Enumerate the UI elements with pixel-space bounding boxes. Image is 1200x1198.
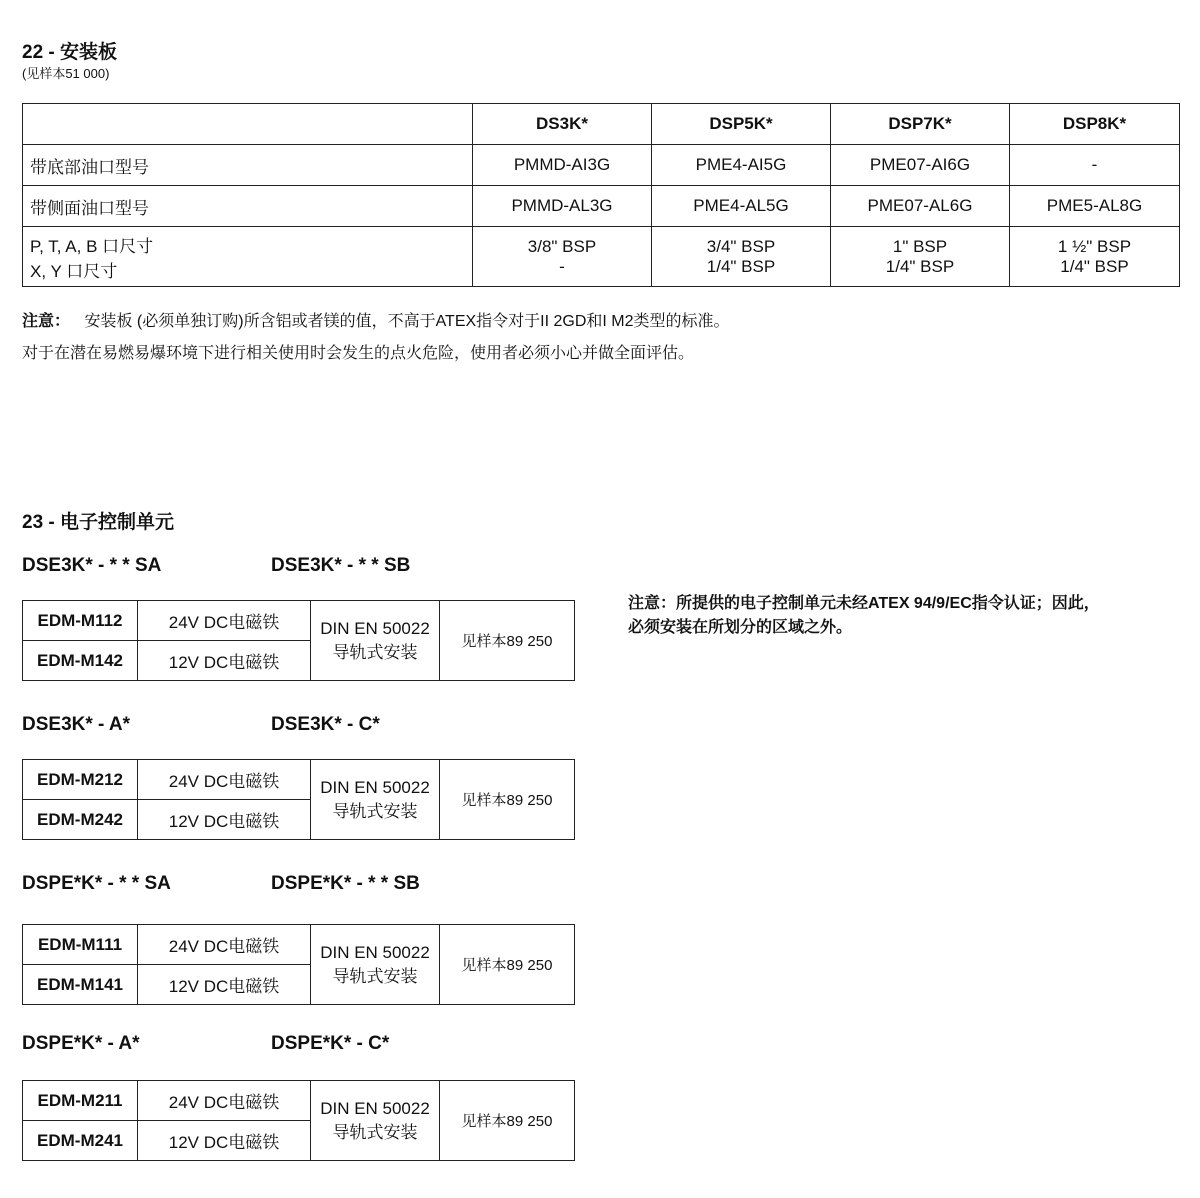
table-row: [23, 227, 1180, 287]
model-label: DSPE*K* - * * SB: [271, 873, 420, 894]
row-label: [23, 227, 473, 287]
cell-line: 3/8" BSP: [527, 236, 597, 256]
solenoid-voltage: 12V DC电磁铁: [138, 800, 311, 840]
table-cell: [1010, 227, 1180, 287]
solenoid-voltage: 24V DC电磁铁: [138, 601, 311, 641]
solenoid-voltage: 24V DC电磁铁: [138, 760, 311, 800]
header-cell: DSP5K*: [652, 104, 831, 145]
edm-table: [22, 600, 575, 681]
note-line-2: 对于在潜在易燃易爆环境下进行相关使用时会发生的点火危险，使用者必须小心并做全面评估。: [22, 345, 695, 362]
solenoid-voltage: 12V DC电磁铁: [138, 965, 311, 1005]
din-standard: DIN EN 50022: [320, 942, 430, 962]
edm-code: EDM-M242: [23, 800, 138, 840]
solenoid-voltage: 12V DC电磁铁: [138, 641, 311, 681]
row-label: 带底部油口型号: [23, 145, 473, 186]
note-line-1: [22, 308, 730, 331]
catalog-reference: 见样本89 250: [440, 925, 575, 1005]
solenoid-voltage: 12V DC电磁铁: [138, 1121, 311, 1161]
din-rail-cell: [311, 601, 440, 681]
section-23-title: 23 - 电子控制单元: [22, 512, 175, 533]
cell-line: 1/4" BSP: [706, 256, 776, 276]
model-label: DSE3K* - * * SA: [22, 555, 162, 576]
table-row: [23, 760, 575, 800]
table-cell: PME5-AL8G: [1010, 186, 1180, 227]
header-cell: DS3K*: [473, 104, 652, 145]
din-rail-cell: [311, 760, 440, 840]
note-text: 安装板 (必须单独订购)所含铝或者镁的值，不高于ATEX指令对于II 2GD和I M2类型的标准。: [84, 313, 730, 330]
table-cell: PME4-AI5G: [652, 145, 831, 186]
edm-code: EDM-M111: [23, 925, 138, 965]
cell-line: 1/4" BSP: [1060, 256, 1129, 276]
header-cell: DSP8K*: [1010, 104, 1180, 145]
note-prefix: 注意：: [22, 313, 71, 330]
section-22-title: 22 - 安装板: [22, 42, 118, 63]
table-cell: [831, 227, 1010, 287]
din-standard: DIN EN 50022: [320, 1098, 430, 1118]
edm-table: [22, 1080, 575, 1161]
section-22-subtitle: (见样本51 000): [22, 66, 110, 81]
din-mounting: 导轨式安装: [332, 801, 418, 821]
din-mounting: 导轨式安装: [332, 966, 418, 986]
solenoid-voltage: 24V DC电磁铁: [138, 1081, 311, 1121]
edm-code: EDM-M211: [23, 1081, 138, 1121]
notice-line: 注意：所提供的电子控制单元未经ATEX 94/9/EC指令认证；因此，: [628, 595, 1100, 612]
ecu-notice: [628, 592, 1100, 640]
din-rail-cell: [311, 925, 440, 1005]
cell-line: 3/4" BSP: [706, 236, 776, 256]
port-size-label: P, T, A, B 口尺寸: [30, 236, 154, 256]
table-cell: PME07-AI6G: [831, 145, 1010, 186]
din-standard: DIN EN 50022: [320, 618, 430, 638]
table-row: [23, 1081, 575, 1121]
edm-code: EDM-M141: [23, 965, 138, 1005]
catalog-reference: 见样本89 250: [440, 1081, 575, 1161]
cell-line: 1 ½" BSP: [1057, 236, 1132, 256]
table-cell: PMMD-AL3G: [473, 186, 652, 227]
header-cell: DSP7K*: [831, 104, 1010, 145]
catalog-reference: 见样本89 250: [440, 760, 575, 840]
table-row: [23, 145, 1180, 186]
catalog-reference: 见样本89 250: [440, 601, 575, 681]
model-label: DSPE*K* - * * SA: [22, 873, 171, 894]
din-rail-cell: [311, 1081, 440, 1161]
edm-code: EDM-M112: [23, 601, 138, 641]
din-mounting: 导轨式安装: [332, 1122, 418, 1142]
model-label: DSE3K* - A*: [22, 714, 131, 735]
table-cell: PME07-AL6G: [831, 186, 1010, 227]
model-label: DSPE*K* - C*: [271, 1033, 390, 1054]
din-standard: DIN EN 50022: [320, 777, 430, 797]
table-row: [23, 925, 575, 965]
table-cell: PMMD-AI3G: [473, 145, 652, 186]
table-header-row: [23, 104, 1180, 145]
header-cell-empty: [23, 104, 473, 145]
cell-line: 1" BSP: [892, 236, 948, 256]
table-cell: [652, 227, 831, 287]
edm-table: [22, 759, 575, 840]
model-label: DSE3K* - C*: [271, 714, 380, 735]
edm-code: EDM-M142: [23, 641, 138, 681]
notice-line: 必须安装在所划分的区域之外。: [628, 619, 853, 636]
mounting-plate-table: [22, 103, 1180, 287]
table-cell: [473, 227, 652, 287]
table-cell: -: [1010, 145, 1180, 186]
model-label: DSPE*K* - A*: [22, 1033, 140, 1054]
din-mounting: 导轨式安装: [332, 642, 418, 662]
pilot-port-size-label: X, Y 口尺寸: [30, 261, 118, 281]
edm-code: EDM-M241: [23, 1121, 138, 1161]
table-row: [23, 186, 1180, 227]
cell-line: 1/4" BSP: [885, 256, 955, 276]
row-label: 带侧面油口型号: [23, 186, 473, 227]
edm-table: [22, 924, 575, 1005]
cell-line: -: [559, 256, 565, 276]
table-row: [23, 601, 575, 641]
model-label: DSE3K* - * * SB: [271, 555, 411, 576]
solenoid-voltage: 24V DC电磁铁: [138, 925, 311, 965]
table-cell: PME4-AL5G: [652, 186, 831, 227]
edm-code: EDM-M212: [23, 760, 138, 800]
